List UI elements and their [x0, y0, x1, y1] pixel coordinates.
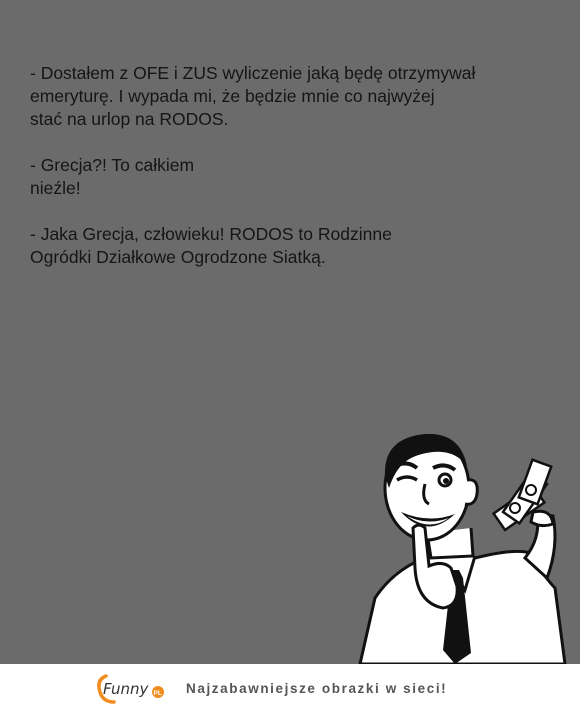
- dialogue-text-line: Ogródki Działkowe Ogrodzone Siatką.: [30, 247, 326, 267]
- dialogue-text-line: emeryturę. I wypada mi, że będzie mnie co najwyżej: [30, 86, 435, 106]
- ear: [465, 480, 477, 505]
- winking-man-with-money-illustration: [355, 428, 580, 664]
- logo-text: Funny: [103, 680, 149, 698]
- money-bills-icon: [494, 460, 553, 530]
- dialogue-line-3: [30, 223, 550, 269]
- dialogue-text-line: - Dostałem z OFE i ZUS wyliczenie jaką będę otrzymywał: [30, 63, 476, 83]
- funny-pl-logo[interactable]: [96, 672, 166, 706]
- dialogue-text-line: - Jaka Grecja, człowieku! RODOS to Rodzinne: [30, 224, 392, 244]
- dialogue-text-line: nieźle!: [30, 178, 81, 198]
- footer-tagline: Najzabawniejsze obrazki w sieci!: [186, 681, 448, 696]
- dialogue-text-line: - Grecja?! To całkiem: [30, 155, 195, 175]
- dialogue-line-2: [30, 154, 550, 200]
- dialogue-text-line: stać na urlop na RODOS.: [30, 109, 229, 129]
- logo-suffix: PL: [153, 690, 162, 697]
- dialogue-line-1: [30, 62, 550, 131]
- dialogue-text: [30, 62, 550, 292]
- pupil: [443, 478, 449, 484]
